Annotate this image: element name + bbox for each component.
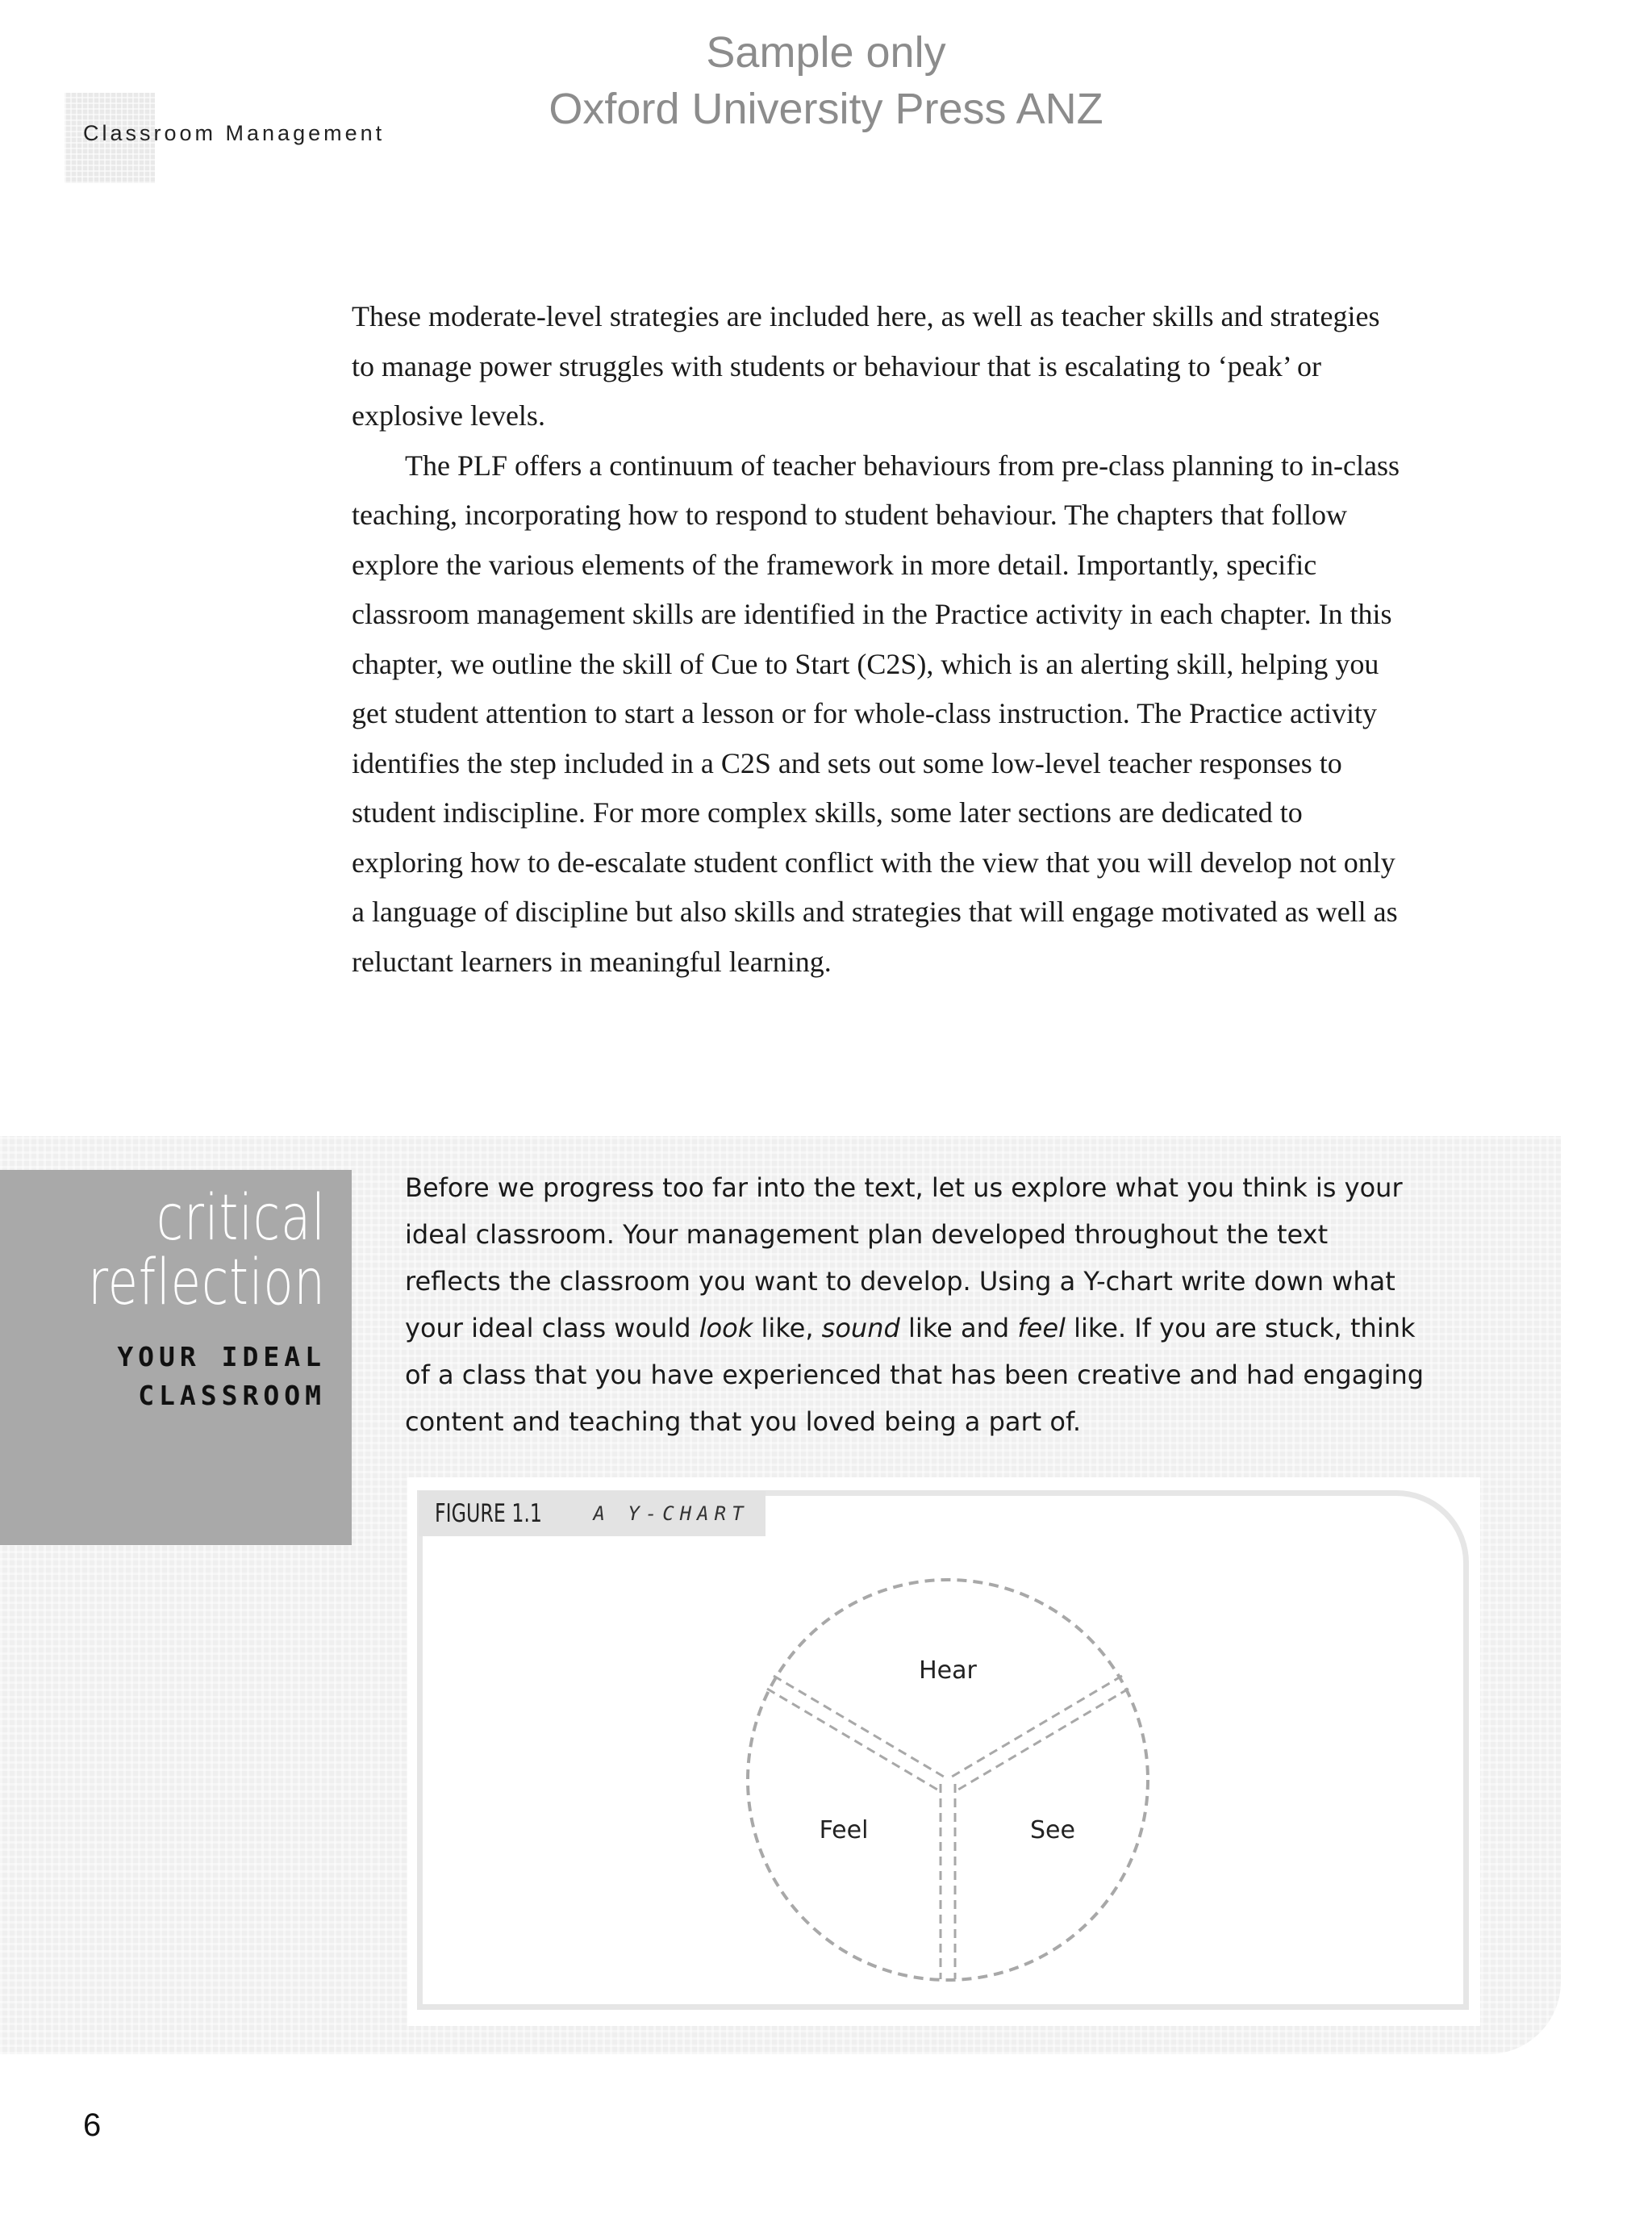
critical-reflection-label-box (0, 1170, 352, 1545)
cr-text-part-1: Before we progress too far into the text, let us explore what you think is your ideal classroom. Your management plan developed throughout the text reflects the classroom you want to develop. Using a Y-chart write down what your ideal class would (405, 1172, 1403, 1343)
body-paragraph-1: These moderate-level strategies are included here, as well as teacher skills and strategies to manage power struggles with students or behaviour that is escalating to ‘peak’ or explosive levels. (352, 300, 1380, 432)
page-number: 6 (83, 2107, 102, 2143)
cr-emphasis-sound: sound (821, 1313, 900, 1343)
y-chart-label-feel: Feel (819, 1816, 869, 1844)
critical-reflection-subtitle-line-1: YOUR IDEAL (117, 1341, 326, 1372)
cr-text-part-4: like. If you are stuck, think of a class that you have experienced that has been creative and had engaging content and teaching that you loved being a part of. (405, 1313, 1425, 1437)
critical-reflection-subtitle-line-2: CLASSROOM (138, 1380, 326, 1411)
y-chart-stem (941, 1784, 955, 1979)
y-chart-circle (748, 1580, 1148, 1980)
y-chart-diagram (407, 1477, 1480, 2026)
body-text (352, 292, 1400, 987)
critical-reflection-subtitle (117, 1338, 326, 1415)
cr-emphasis-feel: feel (1017, 1313, 1066, 1343)
critical-reflection-title-line-2: reflection (88, 1247, 326, 1319)
figure-number: FIGURE 1.1 (435, 1499, 543, 1528)
watermark (0, 24, 1652, 137)
figure-container (407, 1477, 1480, 2026)
critical-reflection-paragraph (405, 1164, 1429, 1445)
y-chart-label-see: See (1030, 1816, 1075, 1844)
y-chart-right-arm (952, 1676, 1128, 1790)
cr-emphasis-look: look (699, 1313, 753, 1343)
figure-title: A Y-CHART (593, 1502, 749, 1525)
watermark-line-2: Oxford University Press ANZ (549, 85, 1103, 133)
body-paragraph-2: The PLF offers a continuum of teacher behaviours from pre-class planning to in-class teaching, incorporating how to respond to student behaviour. The chapters that follow explore the various elements of the framework in more detail. Importantly, specific classroom management skills are identified in the Practice activity in each chapter. In this chapter, we outline the skill of Cue to Start (C2S), which is an alerting skill, helping you get student attention to start a lesson or for whole-class instruction. The Practice activity identifies the step included in a C2S and sets out some low-level teacher responses to student indiscipline. For more complex skills, some later sections are dedicated to exploring how to de-escalate student conflict with the view that you will develop not only a language of discipline but also skills and strategies that will engage motivated as well as reluctant learners in meaningful learning. (352, 449, 1400, 978)
critical-reflection-title (88, 1182, 326, 1319)
critical-reflection-title-line-1: critical (156, 1182, 326, 1255)
watermark-line-1: Sample only (706, 28, 946, 77)
y-chart-label-hear: Hear (919, 1656, 977, 1685)
critical-reflection-text (405, 1164, 1429, 1445)
y-chart-left-arm (767, 1676, 944, 1790)
running-head: Classroom Management (83, 121, 386, 145)
cr-text-part-3: like and (899, 1313, 1018, 1343)
cr-text-part-2: like, (753, 1313, 822, 1343)
